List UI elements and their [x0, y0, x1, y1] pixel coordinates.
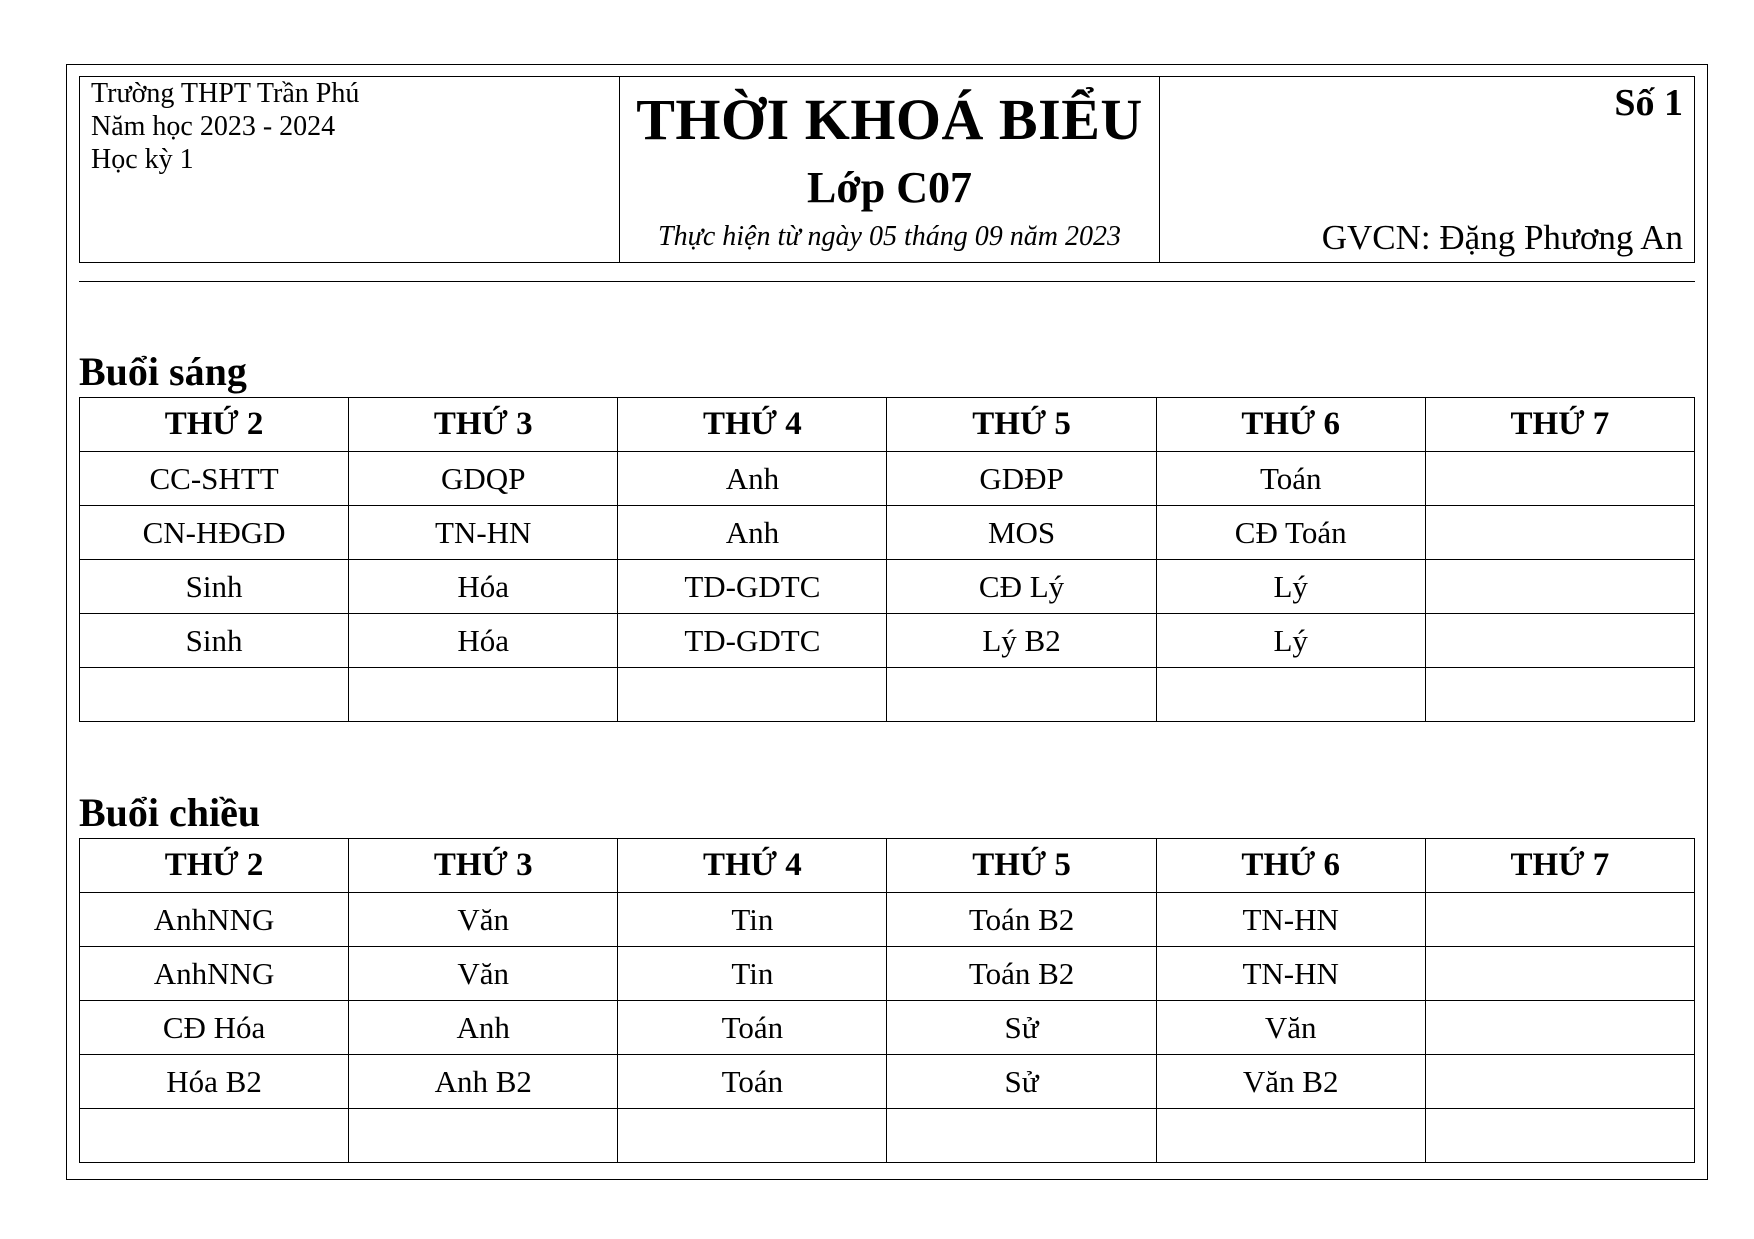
table-cell: AnhNNG	[80, 947, 349, 1001]
document-info	[1159, 77, 1694, 262]
table-cell: TN-HN	[349, 506, 618, 560]
table-row	[80, 560, 1695, 614]
table-cell	[349, 1109, 618, 1163]
afternoon-timetable	[79, 838, 1695, 1163]
table-cell: Văn B2	[1156, 1055, 1425, 1109]
table-cell: Sử	[887, 1001, 1156, 1055]
table-cell	[887, 1109, 1156, 1163]
table-cell: Toán	[1156, 452, 1425, 506]
table-cell: Văn	[1156, 1001, 1425, 1055]
day-header: THỨ 6	[1156, 398, 1425, 452]
table-row	[80, 893, 1695, 947]
table-cell: Anh	[349, 1001, 618, 1055]
day-header: THỨ 6	[1156, 839, 1425, 893]
morning-timetable	[79, 397, 1695, 722]
table-cell	[618, 668, 887, 722]
table-cell	[1425, 1055, 1694, 1109]
morning-section-title: Buổi sáng	[79, 349, 247, 394]
table-cell: CN-HĐGD	[80, 506, 349, 560]
table-cell	[80, 668, 349, 722]
table-row	[80, 947, 1695, 1001]
school-term: Học kỳ 1	[91, 144, 194, 175]
table-cell: Toán B2	[887, 893, 1156, 947]
table-cell: Anh B2	[349, 1055, 618, 1109]
table-cell: Anh	[618, 452, 887, 506]
table-cell: GDQP	[349, 452, 618, 506]
school-year: Năm học 2023 - 2024	[91, 111, 336, 142]
table-cell: AnhNNG	[80, 893, 349, 947]
school-name: Trường THPT Trần Phú	[91, 78, 360, 109]
day-header: THỨ 4	[618, 398, 887, 452]
table-row	[80, 506, 1695, 560]
table-cell: TD-GDTC	[618, 614, 887, 668]
table-cell	[349, 668, 618, 722]
table-cell: Sử	[887, 1055, 1156, 1109]
table-cell	[80, 1109, 349, 1163]
day-header: THỨ 2	[80, 398, 349, 452]
document-number: Số 1	[1614, 82, 1683, 124]
day-header: THỨ 3	[349, 839, 618, 893]
header-row	[80, 839, 1695, 893]
day-header: THỨ 2	[80, 839, 349, 893]
table-cell: Anh	[618, 506, 887, 560]
table-cell	[1425, 452, 1694, 506]
table-cell: CĐ Lý	[887, 560, 1156, 614]
day-header: THỨ 3	[349, 398, 618, 452]
table-row	[80, 1055, 1695, 1109]
day-header: THỨ 5	[887, 398, 1156, 452]
header	[79, 76, 1695, 263]
table-row	[80, 452, 1695, 506]
table-cell	[887, 668, 1156, 722]
table-cell: Toán	[618, 1001, 887, 1055]
page-title: THỜI KHOÁ BIỂU	[636, 87, 1143, 152]
title-block	[619, 77, 1159, 262]
table-row	[80, 668, 1695, 722]
table-cell: Lý B2	[887, 614, 1156, 668]
table-cell	[618, 1109, 887, 1163]
table-cell: CĐ Toán	[1156, 506, 1425, 560]
table-cell: Tin	[618, 893, 887, 947]
table-cell	[1156, 668, 1425, 722]
table-cell: Toán	[618, 1055, 887, 1109]
table-cell: CĐ Hóa	[80, 1001, 349, 1055]
day-header: THỨ 7	[1425, 839, 1694, 893]
day-header: THỨ 4	[618, 839, 887, 893]
table-cell: Lý	[1156, 614, 1425, 668]
day-header: THỨ 5	[887, 839, 1156, 893]
table-cell	[1425, 614, 1694, 668]
table-row	[80, 1109, 1695, 1163]
table-cell	[1425, 668, 1694, 722]
header-row	[80, 398, 1695, 452]
table-row	[80, 1001, 1695, 1055]
table-row	[80, 614, 1695, 668]
divider	[79, 281, 1695, 282]
table-cell: CC-SHTT	[80, 452, 349, 506]
table-cell: TN-HN	[1156, 893, 1425, 947]
table-cell: Văn	[349, 947, 618, 1001]
table-cell: TN-HN	[1156, 947, 1425, 1001]
table-cell: Hóa	[349, 614, 618, 668]
table-cell: Lý	[1156, 560, 1425, 614]
school-info	[80, 77, 619, 262]
table-cell: TD-GDTC	[618, 560, 887, 614]
table-cell: GDĐP	[887, 452, 1156, 506]
table-cell: Sinh	[80, 560, 349, 614]
table-cell	[1425, 506, 1694, 560]
table-cell: Tin	[618, 947, 887, 1001]
effective-date: Thực hiện từ ngày 05 tháng 09 năm 2023	[658, 221, 1121, 252]
day-header: THỨ 7	[1425, 398, 1694, 452]
table-cell	[1425, 1109, 1694, 1163]
table-cell	[1425, 893, 1694, 947]
table-cell	[1156, 1109, 1425, 1163]
table-cell: Văn	[349, 893, 618, 947]
table-cell: MOS	[887, 506, 1156, 560]
table-cell: Hóa B2	[80, 1055, 349, 1109]
class-name: Lớp C07	[807, 163, 972, 212]
table-cell: Toán B2	[887, 947, 1156, 1001]
table-cell	[1425, 560, 1694, 614]
afternoon-section-title: Buổi chiều	[79, 790, 261, 835]
table-cell: Sinh	[80, 614, 349, 668]
table-cell	[1425, 1001, 1694, 1055]
table-cell: Hóa	[349, 560, 618, 614]
homeroom-teacher: GVCN: Đặng Phương An	[1321, 217, 1683, 257]
table-cell	[1425, 947, 1694, 1001]
